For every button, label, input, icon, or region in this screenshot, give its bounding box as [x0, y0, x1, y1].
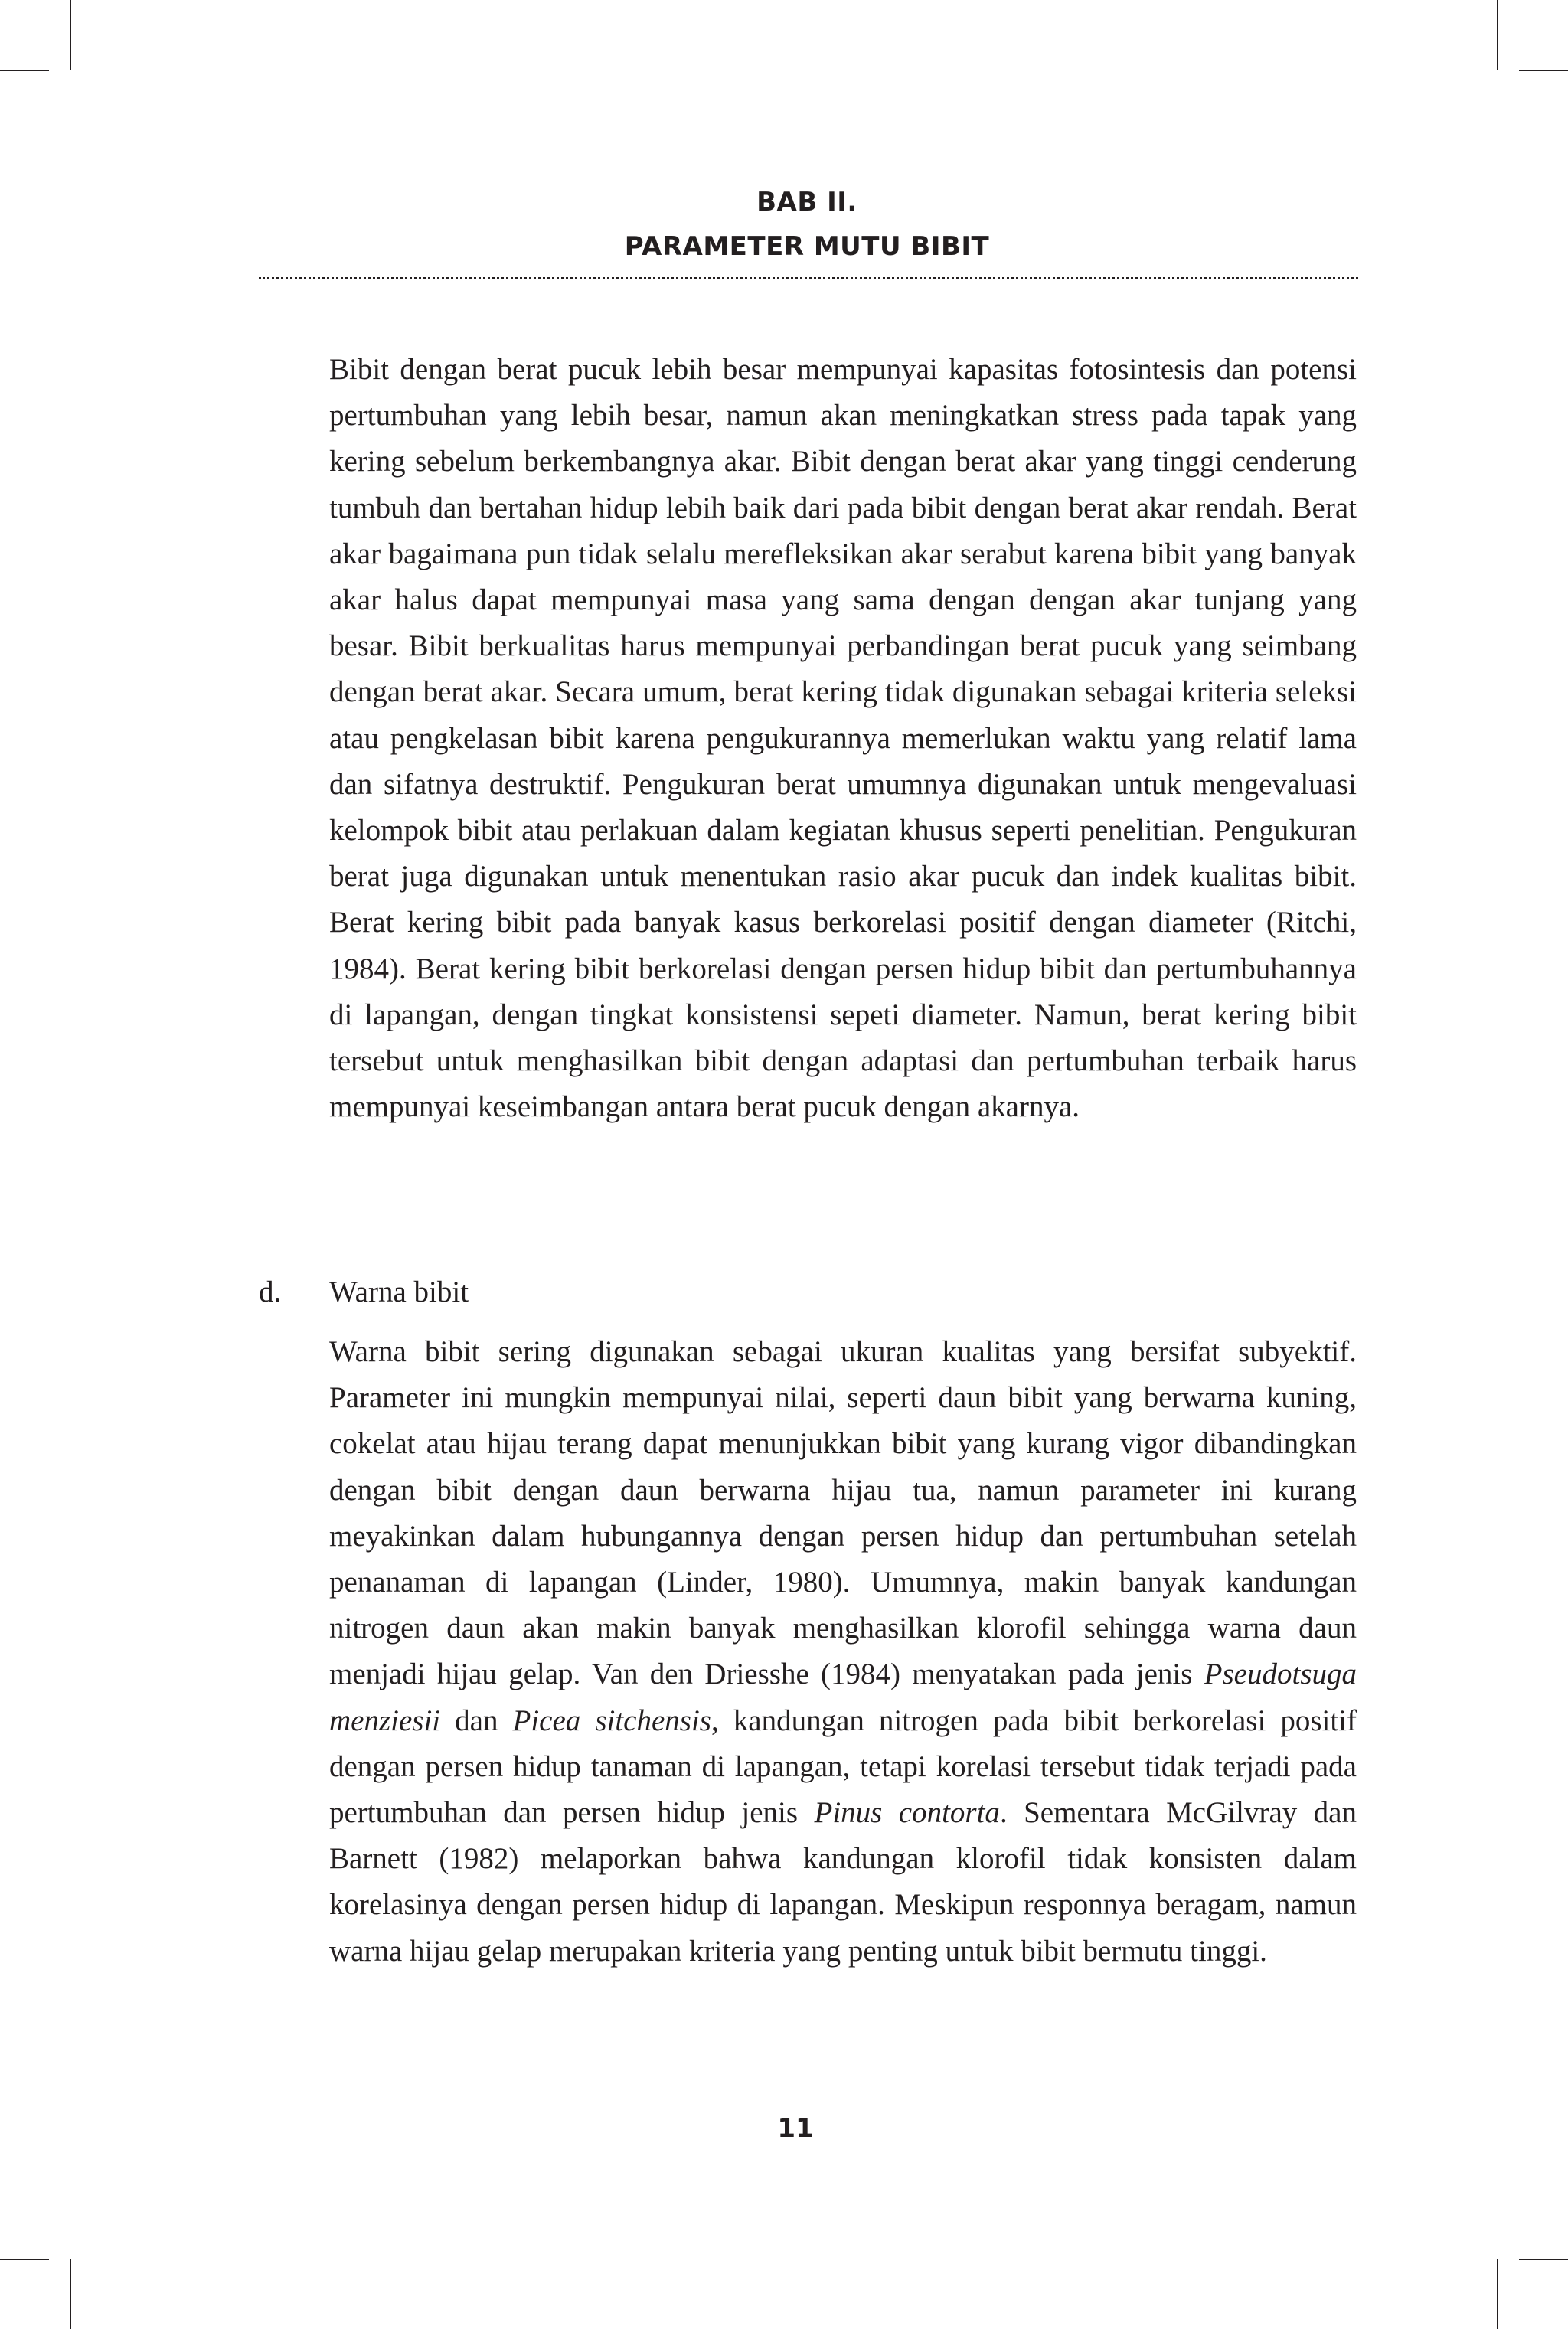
species-name: Pinus contorta — [814, 1796, 1000, 1830]
crop-mark — [1519, 70, 1568, 71]
paragraph-text: Warna bibit sering digunakan sebagai ukuran kualitas yang bersifat subyektif. Parameter ini mungkin mempunyai nilai, seperti daun bibit yang berwarna kuning, cokelat atau hijau terang dapat menunjukkan bibit yang kurang vigor dibandingkan dengan bibit dengan daun berwarna hijau tua, namun parameter ini kurang meyakinkan dalam hubungannya dengan persen hidup dan pertumbuhan setelah penanaman di lapangan (Linder, 1980). Umumnya, makin banyak kandungan nitrogen daun akan makin banyak menghasilkan klorofil sehingga warna daun menjadi hijau gelap. Van den Driesshe (1984) menyatakan pada jenis — [329, 1335, 1357, 1691]
list-marker: d. — [259, 1276, 282, 1308]
header-divider — [259, 277, 1358, 279]
crop-mark — [70, 2259, 71, 2329]
paragraph-text: dan — [440, 1703, 513, 1737]
chapter-title: PARAMETER MUTU BIBIT — [624, 231, 990, 262]
crop-mark — [1519, 2259, 1568, 2260]
list-item-title: Warna bibit — [329, 1276, 469, 1308]
list-item-d — [259, 1269, 469, 1315]
body-paragraph — [329, 1329, 1357, 1975]
species-name: Pseudotsuga menziesii — [329, 1658, 1357, 1737]
paragraph-text: . Sementara McGilvray dan Barnett (1982) melaporkan bahwa kandungan klorofil tidak konsisten dalam korelasinya dengan persen hidup di lapangan. Meskipun responnya beragam, namun warna hijau gelap merupakan kriteria yang penting untuk bibit bermutu tinggi. — [329, 1796, 1357, 1968]
crop-mark — [1497, 0, 1498, 70]
page-number: 11 — [777, 2113, 814, 2144]
paragraph-text: , kandungan nitrogen pada bibit berkorelasi positif dengan persen hidup tanaman di lapangan, tetapi korelasi tersebut tidak terjadi pada pertumbuhan dan persen hidup jenis — [329, 1703, 1357, 1830]
crop-mark — [0, 70, 49, 71]
crop-mark — [70, 0, 71, 70]
species-name: Picea sitchensis — [512, 1703, 711, 1737]
crop-mark — [1497, 2259, 1498, 2329]
crop-mark — [0, 2259, 49, 2260]
chapter-number: BAB II. — [756, 187, 858, 217]
body-paragraph: Bibit dengan berat pucuk lebih besar mempunyai kapasitas fotosintesis dan potensi pertumbuhan yang lebih besar, namun akan meningkatkan stress pada tapak yang kering sebelum berkembangnya akar. Bibit dengan berat akar yang tinggi cenderung tumbuh dan bertahan hidup lebih baik dari pada bibit dengan berat akar rendah. Berat akar bagaimana pun tidak selalu merefleksikan akar serabut karena bibit yang banyak akar halus dapat mempunyai masa yang sama dengan dengan akar tunjang yang besar. Bibit berkualitas harus mempunyai perbandingan berat pucuk yang seimbang dengan berat akar. Secara umum, berat kering tidak digunakan sebagai kriteria seleksi atau pengkelasan bibit karena pengukurannya memerlukan waktu yang relatif lama dan sifatnya destruktif. Pengukuran berat umumnya digunakan untuk mengevaluasi kelompok bibit atau perlakuan dalam kegiatan khusus seperti penelitian. Pengukuran berat juga digunakan untuk menentukan rasio akar pucuk dan indek kualitas bibit. Berat kering bibit pada banyak kasus berkorelasi positif dengan diameter (Ritchi, 1984). Berat kering bibit berkorelasi dengan persen hidup bibit dan pertumbuhannya di lapangan, dengan tingkat konsistensi sepeti diameter. Namun, berat kering bibit tersebut untuk menghasilkan bibit dengan adaptasi dan pertumbuhan terbaik harus mempunyai keseimbangan antara berat pucuk dengan akarnya. — [329, 353, 1357, 1124]
